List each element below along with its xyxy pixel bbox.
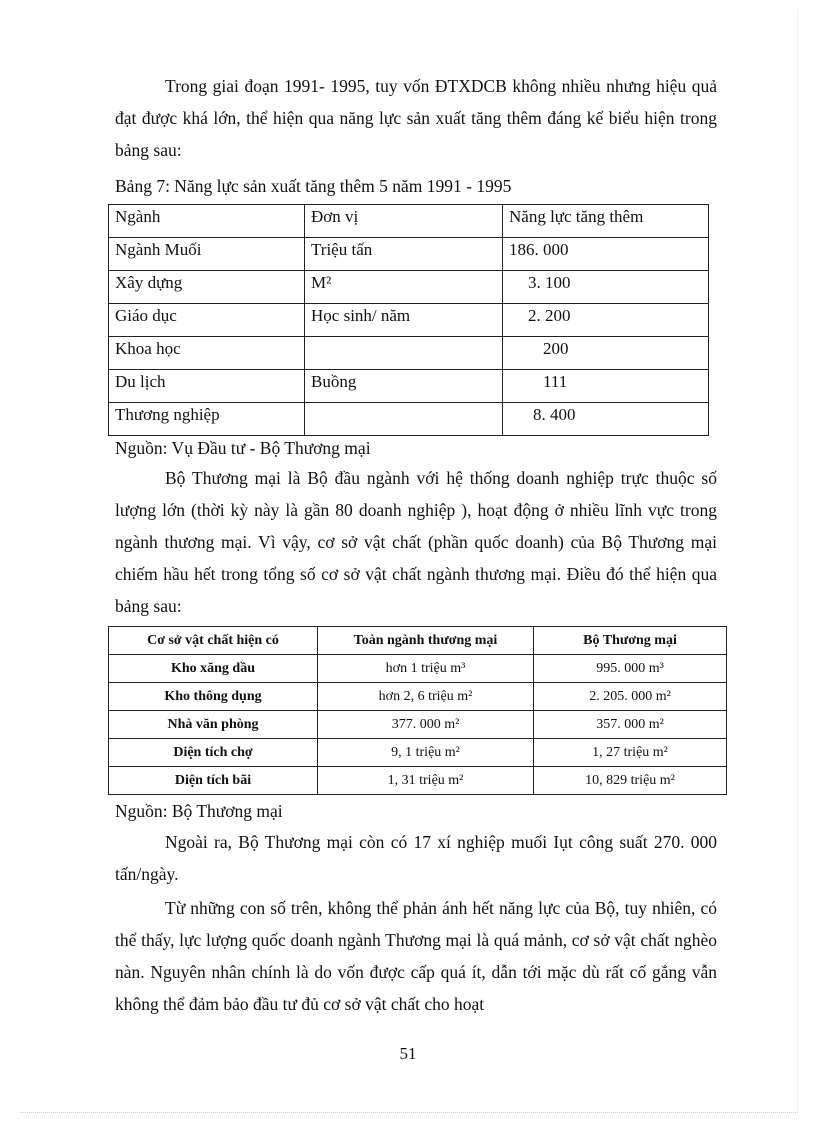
table-cell: Diện tích chợ (109, 739, 318, 767)
table-cell: 186. 000 (503, 238, 709, 271)
table-header-cell: Toàn ngành thương mại (318, 627, 534, 655)
table-cell: 995. 000 m³ (534, 655, 727, 683)
table-cell: M² (305, 271, 503, 304)
table-header-cell: Năng lực tăng thêm (503, 205, 709, 238)
table-row (109, 403, 709, 436)
table-cell: hơn 1 triệu m³ (318, 655, 534, 683)
table-header-cell: Cơ sở vật chất hiện có (109, 627, 318, 655)
table-row (109, 370, 709, 403)
table-row (109, 683, 727, 711)
page-number: 51 (399, 1044, 417, 1063)
paragraph-salt-factories: Ngoài ra, Bộ Thương mại còn có 17 xí nghiệp muối Iụt công suất 270. 000 tấn/ngày. (115, 832, 717, 884)
table-row (109, 739, 727, 767)
table-cell: 10, 829 triệu m² (534, 767, 727, 795)
table-cell (305, 403, 503, 436)
paragraph-conclusion: Từ những con số trên, không thể phản ánh hết năng lực của Bộ, tuy nhiên, có thể thấy, lực lượng quốc doanh ngành Thương mại là quá mảnh, cơ sở vật chất nghèo nàn. Nguyên nhân chính là do vốn được cấp quá ít, dẫn tới mặc dù rất cố gắng vẫn không thể đảm bảo đầu tư đủ cơ sở vật chất cho hoạt (115, 898, 717, 1014)
table-row (109, 655, 727, 683)
table-cell: Khoa học (109, 337, 305, 370)
table-cell: 357. 000 m² (534, 711, 727, 739)
table-cell: 111 (503, 370, 709, 403)
table-cell: 3. 100 (503, 271, 709, 304)
production-capacity-table (108, 204, 709, 436)
table-cell: Kho xăng dầu (109, 655, 318, 683)
paragraph-intro: Trong giai đoạn 1991- 1995, tuy vốn ĐTXDCB không nhiều nhưng hiệu quả đạt được khá lớn, thể hiện qua năng lực sản xuất tăng thêm đáng kể biểu hiện trong bảng sau: (115, 76, 717, 160)
table-cell: 2. 200 (503, 304, 709, 337)
table-cell: Du lịch (109, 370, 305, 403)
table-cell: Buồng (305, 370, 503, 403)
table-cell: Học sinh/ năm (305, 304, 503, 337)
table-cell: 377. 000 m² (318, 711, 534, 739)
table-header-cell: Bộ Thương mại (534, 627, 727, 655)
table-header-row (109, 205, 709, 238)
table-cell: 8. 400 (503, 403, 709, 436)
table-cell: Giáo dục (109, 304, 305, 337)
table-header-cell: Ngành (109, 205, 305, 238)
table-cell: hơn 2, 6 triệu m² (318, 683, 534, 711)
table-cell: Xây dựng (109, 271, 305, 304)
table-row (109, 767, 727, 795)
table-row (109, 337, 709, 370)
table-header-cell: Đơn vị (305, 205, 503, 238)
page-right-divider (797, 10, 798, 1113)
table-cell: Nhà văn phòng (109, 711, 318, 739)
table-cell: Ngành Muối (109, 238, 305, 271)
table1-source: Nguồn: Vụ Đầu tư - Bộ Thương mại (115, 438, 371, 458)
table-cell: Triệu tấn (305, 238, 503, 271)
table-cell: 2. 205. 000 m² (534, 683, 727, 711)
table-cell: 1, 31 triệu m² (318, 767, 534, 795)
table-row (109, 304, 709, 337)
table-cell: 9, 1 triệu m² (318, 739, 534, 767)
table1-caption: Bảng 7: Năng lực sản xuất tăng thêm 5 năm 1991 - 1995 (115, 176, 512, 196)
table-cell (305, 337, 503, 370)
table-row (109, 271, 709, 304)
table2-source: Nguồn: Bộ Thương mại (115, 801, 283, 821)
table-cell: Thương nghiệp (109, 403, 305, 436)
infrastructure-table (108, 626, 727, 795)
table-row (109, 238, 709, 271)
table-row (109, 711, 727, 739)
table-cell: 1, 27 triệu m² (534, 739, 727, 767)
table-cell: Kho thông dụng (109, 683, 318, 711)
page-bottom-divider (20, 1112, 796, 1113)
table-header-row (109, 627, 727, 655)
table-cell: Diện tích bãi (109, 767, 318, 795)
paragraph-ministry: Bộ Thương mại là Bộ đầu ngành với hệ thống doanh nghiệp trực thuộc số lượng lớn (thời kỳ này là gần 80 doanh nghiệp ), hoạt động ở nhiều lĩnh vực trong ngành thương mại. Vì vậy, cơ sở vật chất (phần quốc doanh) của Bộ Thương mại chiếm hầu hết trong tổng số cơ sở vật chất ngành thương mại. Điều đó thể hiện qua bảng sau: (115, 468, 717, 616)
table-cell: 200 (503, 337, 709, 370)
